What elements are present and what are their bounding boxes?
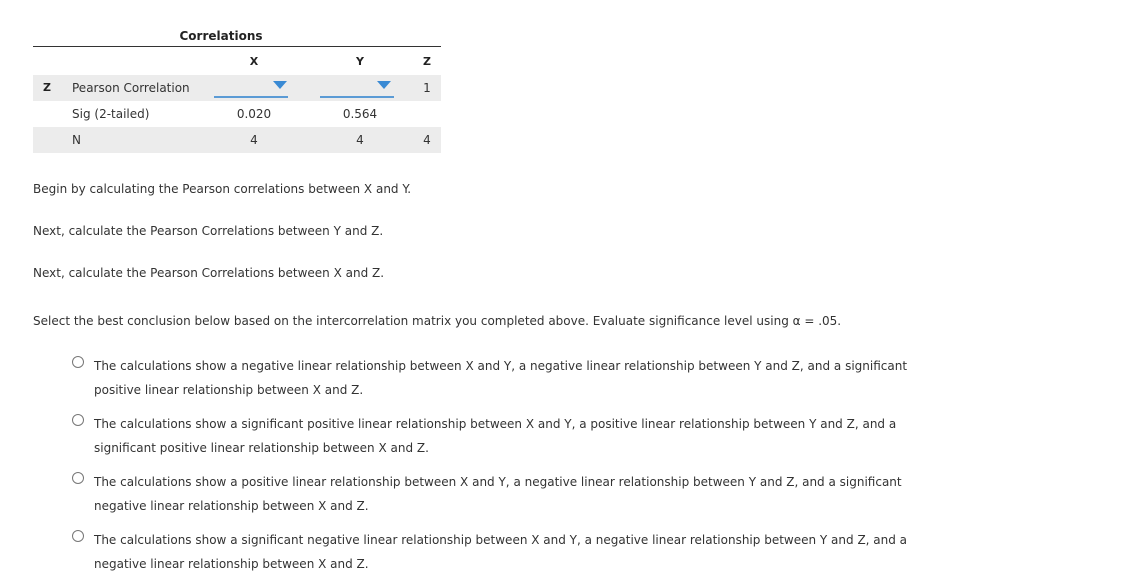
column-header-x: X xyxy=(249,55,259,68)
radio-button[interactable] xyxy=(72,472,84,484)
radio-button[interactable] xyxy=(72,530,84,542)
answer-option-text: The calculations show a positive linear relationship between X and Y, a negative linear relationship between Y and Z, and a significant negative linear relationship between X and Z. xyxy=(94,475,902,513)
row-label-pearson: Pearson Correlation xyxy=(72,81,190,95)
instruction-yz: Next, calculate the Pearson Correlations between Y and Z. xyxy=(33,224,384,238)
sig-yz-value: 0.564 xyxy=(342,107,378,121)
chevron-down-icon xyxy=(273,81,287,89)
row-label-sig: Sig (2-tailed) xyxy=(72,107,150,121)
column-header-y: Y xyxy=(356,55,364,68)
n-z-value: 4 xyxy=(423,133,431,147)
n-y-value: 4 xyxy=(356,133,364,147)
pearson-yz-dropdown[interactable] xyxy=(320,74,394,98)
answer-option-text: The calculations show a negative linear relationship between X and Y, a negative linear relationship between Y and Z, and a significant positive linear relationship between X and Z. xyxy=(94,359,908,397)
table-header-rule xyxy=(33,46,441,47)
radio-button[interactable] xyxy=(72,414,84,426)
instruction-xy: Begin by calculating the Pearson correlations between X and Y. xyxy=(33,182,412,196)
chevron-down-icon xyxy=(377,81,391,89)
row-variable-label: Z xyxy=(43,81,51,94)
n-x-value: 4 xyxy=(250,133,258,147)
instruction-xz: Next, calculate the Pearson Correlations between X and Z. xyxy=(33,266,385,280)
sig-xz-value: 0.020 xyxy=(236,107,272,121)
table-title: Correlations xyxy=(179,29,263,43)
answer-option-text: The calculations show a significant negative linear relationship between X and Y, a negative linear relationship between Y and Z, and a negative linear relationship between X and Z. xyxy=(94,533,908,571)
question-prompt: Select the best conclusion below based on the intercorrelation matrix you completed above. Evaluate significance level using α = .05. xyxy=(33,314,842,328)
answer-option-text: The calculations show a significant positive linear relationship between X and Y, a positive linear relationship between Y and Z, and a significant positive linear relationship between X and Z. xyxy=(94,417,897,455)
column-header-z: Z xyxy=(423,55,431,68)
row-label-n: N xyxy=(72,133,81,147)
pearson-xz-dropdown[interactable] xyxy=(214,74,288,98)
radio-button[interactable] xyxy=(72,356,84,368)
pearson-zz-value: 1 xyxy=(423,81,431,95)
